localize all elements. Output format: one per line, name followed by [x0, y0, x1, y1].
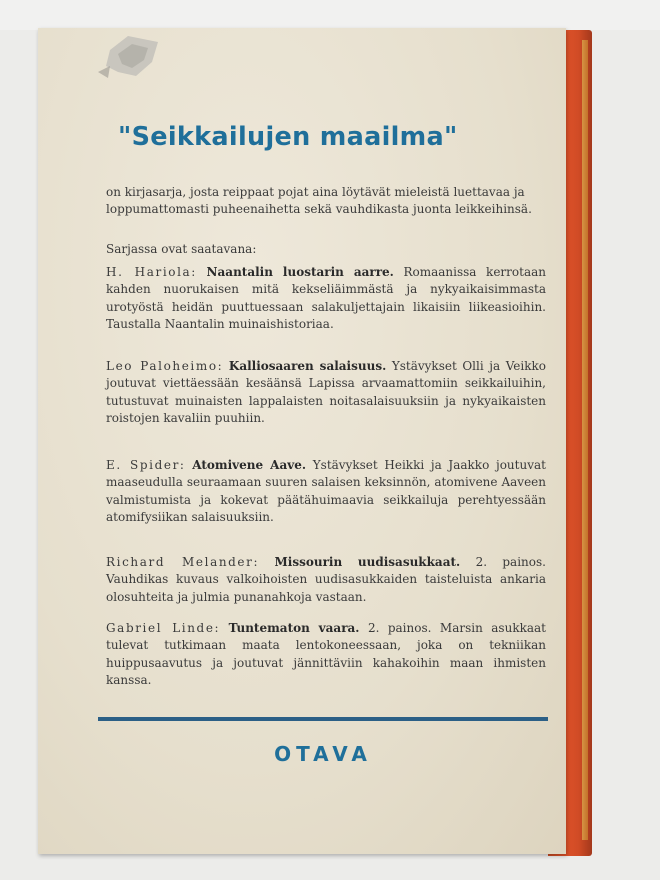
book-entry	[106, 554, 546, 606]
book-description: 2. painos. Vauhdikas kuvaus valkoihoisten uudisasukkaiden taisteluista ankaria olosuhteita ja julmia punanahkoja vastaan.	[106, 555, 546, 604]
intro-text: on kirjasarja, josta reippaat pojat aina löytävät mieleistä luettavaa ja loppumattomasti puheenaihetta sekä vauhdikasta juonta leikkeihinsä.	[106, 185, 532, 217]
book-title: Tuntematon vaara.	[228, 621, 360, 635]
author: H. Hariola:	[106, 265, 197, 279]
author: Gabriel Linde:	[106, 621, 221, 635]
back-cover	[38, 28, 566, 854]
book-title: Naantalin luostarin aarre.	[206, 265, 394, 279]
torn-paper-patch	[88, 32, 160, 82]
book-title: Kalliosaaren salaisuus.	[228, 359, 387, 373]
book-description: 2. painos. Marsin asukkaat tulevat tutkimaan maata lentokoneessaan, joka on tekniikan huippusaavutus ja joutuvat jännittäviin kahakoihin maan ihmisten kanssa.	[106, 621, 546, 688]
author: Leo Paloheimo:	[106, 359, 224, 373]
book-description: Ystävykset Olli ja Veikko joutuvat viettäessään kesäänsä Lapissa arvaamattomiin seikkailuihin, tutustuvat muinaisten lappalaisten noitasalaisuuksiin ja nykyaikaisten roistojen kavaliin puuhiin.	[106, 359, 546, 426]
book-title: Missourin uudisasukkaat.	[274, 555, 461, 569]
background	[0, 0, 660, 30]
book-entry	[106, 264, 546, 334]
spine-edge	[582, 40, 588, 840]
book-entry	[106, 358, 546, 428]
book-description: Romaanissa kerrotaan kahden nuorukaisen mitä kekseliäimmästä ja nykyaikaisimmasta urotyöstä heidän puuttuessaan salakuljettajain likaisiin liikeasioihin. Taustalla Naantalin muinaishistoriaa.	[106, 265, 546, 332]
series-title: "Seikkailujen maailma"	[118, 122, 458, 152]
book-description: Ystävykset Heikki ja Jaakko joutuvat maaseudulla seuraamaan suuren salaisen keksinnön, atomivene Aaveen valmistumista ja kokevat päätähuimaavia seikkailuja perehtyessään atomifysiikan salaisuuksiin.	[106, 458, 546, 525]
book-entry	[106, 620, 546, 690]
author: E. Spider:	[106, 458, 186, 472]
author: Richard Melander:	[106, 555, 260, 569]
available-label: Sarjassa ovat saatavana:	[106, 242, 257, 256]
publisher-name: OTAVA	[274, 742, 372, 766]
book-title: Atomivene Aave.	[192, 458, 307, 472]
divider-rule	[98, 717, 548, 721]
book-entry	[106, 457, 546, 527]
